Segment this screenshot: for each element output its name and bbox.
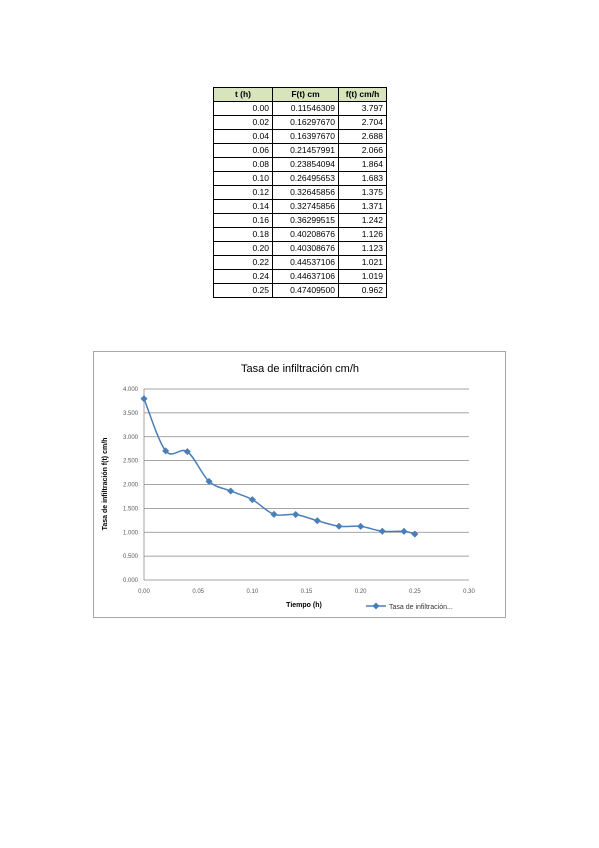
- cell-time: 0.22: [214, 256, 273, 270]
- cell-infiltration-rate: 1.019: [339, 270, 387, 284]
- chart-gridlines: [144, 389, 469, 556]
- y-tick-label: 1.000: [122, 530, 138, 537]
- chart-canvas: [94, 352, 507, 619]
- y-tick-label: 2.500: [122, 458, 138, 465]
- y-tick-label: 4.000: [122, 387, 138, 393]
- cell-cumulative-infiltration: 0.16297670: [273, 116, 339, 130]
- cell-time: 0.10: [214, 172, 273, 186]
- x-tick-label: 0.25: [408, 589, 421, 595]
- cell-time: 0.12: [214, 186, 273, 200]
- cell-infiltration-rate: 1.242: [339, 214, 387, 228]
- table-header-row: [214, 88, 387, 102]
- cell-infiltration-rate: 1.123: [339, 242, 387, 256]
- table-row: [214, 242, 387, 256]
- chart-title: Tasa de infiltración cm/h: [241, 363, 359, 375]
- data-point-marker: [400, 528, 407, 535]
- y-tick-label: 1.500: [122, 506, 138, 513]
- cell-time: 0.02: [214, 116, 273, 130]
- data-point-marker: [292, 511, 299, 518]
- cell-cumulative-infiltration: 0.36299515: [273, 214, 339, 228]
- x-axis-title: Tiempo (h): [286, 602, 322, 609]
- x-tick-label: 0.10: [246, 589, 259, 595]
- cell-infiltration-rate: 2.066: [339, 144, 387, 158]
- cell-cumulative-infiltration: 0.40208676: [273, 228, 339, 242]
- y-tick-label: 2.000: [122, 482, 138, 489]
- column-header-cumulative-infiltration: F(t) cm: [273, 88, 339, 102]
- cell-cumulative-infiltration: 0.26495653: [273, 172, 339, 186]
- legend-diamond-marker: [372, 602, 379, 609]
- cell-infiltration-rate: 1.864: [339, 158, 387, 172]
- table-row: [214, 144, 387, 158]
- column-header-time: t (h): [214, 88, 273, 102]
- table-row: [214, 270, 387, 284]
- cell-cumulative-infiltration: 0.32645856: [273, 186, 339, 200]
- table-row: [214, 228, 387, 242]
- table-row: [214, 284, 387, 298]
- cell-time: 0.14: [214, 200, 273, 214]
- table-row: [214, 130, 387, 144]
- data-point-marker: [314, 517, 321, 524]
- cell-infiltration-rate: 0.962: [339, 284, 387, 298]
- cell-infiltration-rate: 2.688: [339, 130, 387, 144]
- x-tick-label: 0.05: [192, 589, 205, 595]
- table-row: [214, 102, 387, 116]
- cell-cumulative-infiltration: 0.11546309: [273, 102, 339, 116]
- data-point-marker: [227, 487, 234, 494]
- data-point-marker: [140, 395, 147, 402]
- cell-time: 0.08: [214, 158, 273, 172]
- cell-cumulative-infiltration: 0.44537106: [273, 256, 339, 270]
- cell-time: 0.00: [214, 102, 273, 116]
- table-row: [214, 186, 387, 200]
- x-tick-label: 0.20: [354, 589, 367, 595]
- chart-series: [140, 395, 418, 537]
- cell-cumulative-infiltration: 0.40308676: [273, 242, 339, 256]
- table-row: [214, 200, 387, 214]
- cell-cumulative-infiltration: 0.44637106: [273, 270, 339, 284]
- cell-cumulative-infiltration: 0.23854094: [273, 158, 339, 172]
- y-tick-label: 3.000: [122, 434, 138, 441]
- cell-cumulative-infiltration: 0.21457991: [273, 144, 339, 158]
- data-point-marker: [357, 523, 364, 530]
- table-body: [214, 102, 387, 298]
- column-header-infiltration-rate: f(t) cm/h: [339, 88, 387, 102]
- data-point-marker: [335, 523, 342, 530]
- cell-infiltration-rate: 1.371: [339, 200, 387, 214]
- cell-infiltration-rate: 1.375: [339, 186, 387, 200]
- infiltration-data-table: [213, 87, 387, 298]
- y-tick-label: 0.500: [122, 554, 138, 561]
- cell-infiltration-rate: 1.021: [339, 256, 387, 270]
- cell-infiltration-rate: 1.126: [339, 228, 387, 242]
- cell-time: 0.20: [214, 242, 273, 256]
- cell-time: 0.16: [214, 214, 273, 228]
- cell-time: 0.06: [214, 144, 273, 158]
- table-row: [214, 116, 387, 130]
- chart-legend: [366, 602, 453, 611]
- x-tick-label: 0.30: [463, 589, 475, 595]
- y-tick-label: 3.500: [122, 410, 138, 417]
- cell-infiltration-rate: 2.704: [339, 116, 387, 130]
- legend-label: Tasa de infiltración...: [389, 604, 453, 611]
- cell-cumulative-infiltration: 0.47409500: [273, 284, 339, 298]
- cell-infiltration-rate: 1.683: [339, 172, 387, 186]
- x-tick-label: 0.00: [138, 589, 150, 595]
- data-point-marker: [270, 511, 277, 518]
- data-point-marker: [379, 528, 386, 535]
- chart-axes: [123, 387, 476, 595]
- infiltration-rate-chart: [93, 351, 506, 618]
- cell-time: 0.18: [214, 228, 273, 242]
- cell-cumulative-infiltration: 0.32745856: [273, 200, 339, 214]
- table-row: [214, 256, 387, 270]
- data-point-marker: [411, 531, 418, 538]
- cell-time: 0.04: [214, 130, 273, 144]
- table-row: [214, 172, 387, 186]
- cell-time: 0.24: [214, 270, 273, 284]
- x-tick-label: 0.15: [300, 589, 313, 595]
- table-row: [214, 214, 387, 228]
- data-point-marker: [249, 496, 256, 503]
- cell-cumulative-infiltration: 0.16397670: [273, 130, 339, 144]
- cell-time: 0.25: [214, 284, 273, 298]
- y-tick-label: 0.000: [122, 578, 138, 584]
- table-row: [214, 158, 387, 172]
- series-line: [144, 399, 415, 534]
- y-axis-title: Tasa de infiltración f(t) cm/h: [102, 437, 109, 531]
- cell-infiltration-rate: 3.797: [339, 102, 387, 116]
